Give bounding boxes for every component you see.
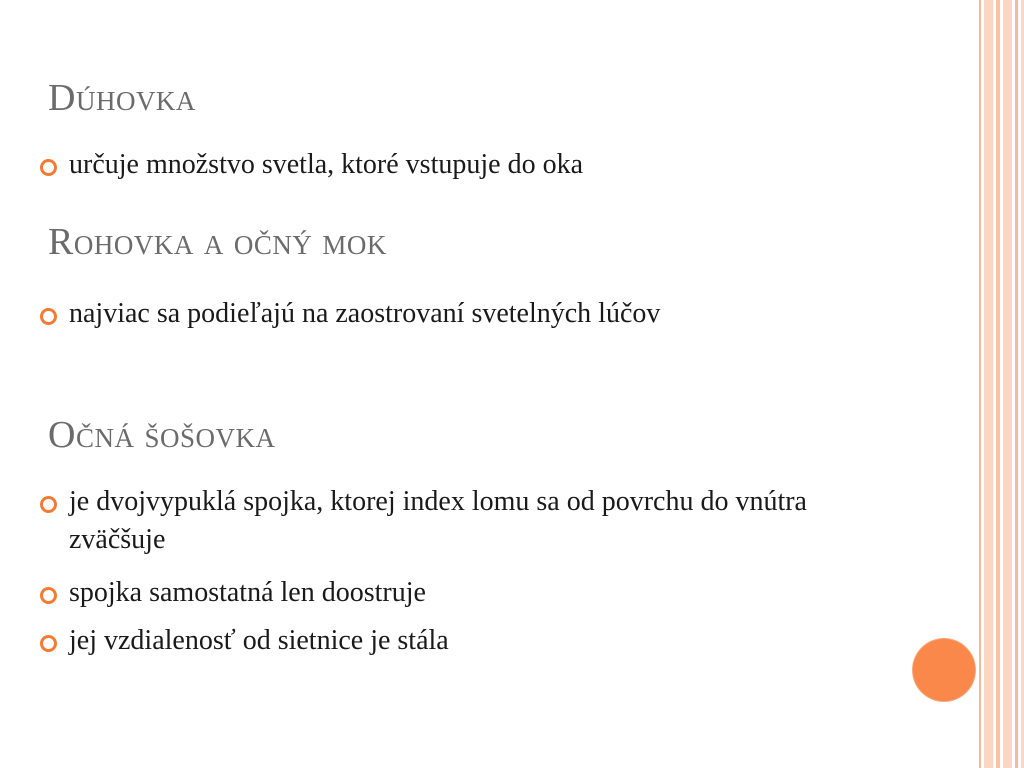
section-heading-duhovka: Dúhovka: [48, 77, 196, 119]
bullet-circle-icon: [40, 496, 57, 513]
bullet-circle-icon: [40, 635, 57, 652]
section-heading-rohovka: Rohovka a očný mok: [48, 221, 387, 263]
decorative-stripe: [984, 0, 993, 768]
list-item: [40, 622, 810, 660]
list-item: [40, 483, 810, 559]
decorative-stripe: [979, 0, 981, 768]
list-item-text: spojka samostatná len doostruje: [69, 577, 426, 608]
list-item-text: určuje množstvo svetla, ktoré vstupuje do oka: [69, 149, 583, 180]
decorative-stripe: [1015, 0, 1018, 768]
list-item-text: jej vzdialenosť od sietnice je stála: [69, 625, 449, 656]
bullet-circle-icon: [40, 308, 57, 325]
decorative-stripe: [996, 0, 1000, 768]
bullet-circle-icon: [40, 587, 57, 604]
list-item-text: najviac sa podieľajú na zaostrovaní svetelných lúčov: [69, 298, 661, 329]
list-item-text: je dvojvypuklá spojka, ktorej index lomu sa od povrchu do vnútra zväčšuje: [69, 486, 807, 555]
list-item: [40, 295, 810, 333]
section-heading-sosovka: Očná šošovka: [48, 414, 276, 456]
list-item: [40, 574, 810, 612]
decorative-stripe: [1003, 0, 1012, 768]
decorative-circle-icon: [913, 639, 975, 701]
bullet-circle-icon: [40, 159, 57, 176]
list-item: [40, 146, 810, 184]
